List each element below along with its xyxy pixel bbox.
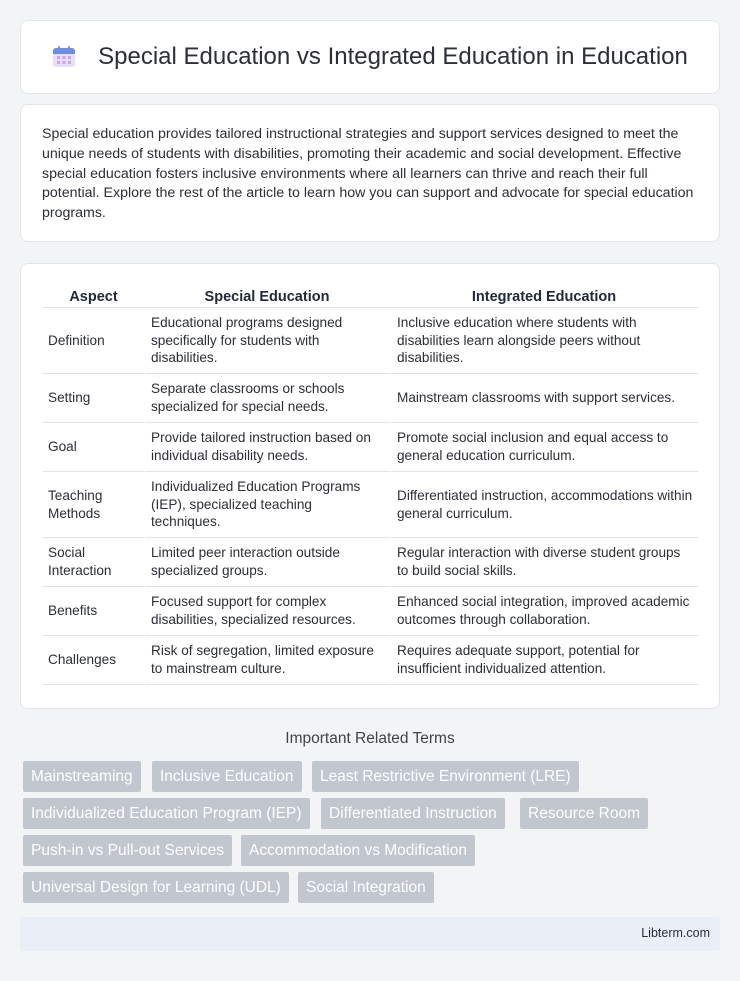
related-term-tag[interactable]: Accommodation vs Modification [241,835,475,866]
special-education-cell: Separate classrooms or schools specialized for special needs. [144,374,390,423]
related-term-tag[interactable]: Individualized Education Program (IEP) [23,798,310,829]
special-education-cell: Focused support for complex disabilities, specialized resources. [144,587,390,636]
aspect-cell: Benefits [43,587,144,636]
related-term-tag[interactable]: Universal Design for Learning (UDL) [23,872,289,903]
related-term-tag[interactable]: Least Restrictive Environment (LRE) [312,761,579,792]
footer [20,917,720,951]
table-row [43,538,698,587]
special-education-cell: Educational programs designed specifically for students with disabilities. [144,308,390,374]
related-term-tag[interactable]: Social Integration [298,872,434,903]
intro-text: Special education provides tailored instructional strategies and support services designed to meet the unique needs of students with disabilities, promoting their academic and social development. Effective special education fosters inclusive environments where all learners can thrive and reach their full potential. Explore the rest of the article to learn how you can support and advocate for special education programs. [42,126,694,222]
table-row [43,587,698,636]
intro-card [20,104,720,242]
integrated-education-cell: Differentiated instruction, accommodations within general curriculum. [390,472,698,538]
special-education-cell: Risk of segregation, limited exposure to mainstream culture. [144,636,390,685]
special-education-cell: Limited peer interaction outside specialized groups. [144,538,390,587]
aspect-cell: Setting [43,374,144,423]
header-card [20,20,720,94]
column-header: Integrated Education [390,286,698,308]
comparison-table [43,286,698,685]
integrated-education-cell: Promote social inclusion and equal access to general education curriculum. [390,423,698,472]
footer-site-link[interactable]: Libterm.com [641,926,710,940]
column-header: Aspect [43,286,144,308]
related-term-tag[interactable]: Mainstreaming [23,761,141,792]
table-row [43,636,698,685]
related-term-tag[interactable]: Inclusive Education [152,761,302,792]
table-row [43,423,698,472]
related-terms-title: Important Related Terms [285,730,455,747]
table-header-row [43,286,698,308]
aspect-cell: Definition [43,308,144,374]
related-term-tag[interactable]: Resource Room [520,798,648,829]
comparison-table-card [20,263,720,709]
table-row [43,374,698,423]
column-header: Special Education [144,286,390,308]
special-education-cell: Individualized Education Programs (IEP), specialized teaching techniques. [144,472,390,538]
integrated-education-cell: Regular interaction with diverse student groups to build social skills. [390,538,698,587]
special-education-cell: Provide tailored instruction based on individual disability needs. [144,423,390,472]
aspect-cell: Goal [43,423,144,472]
table-row [43,472,698,538]
page-title: Special Education vs Integrated Education in Education [98,43,688,70]
integrated-education-cell: Inclusive education where students with disabilities learn alongside peers without disabilities. [390,308,698,374]
integrated-education-cell: Mainstream classrooms with support services. [390,374,698,423]
calendar-icon [52,45,76,69]
aspect-cell: Challenges [43,636,144,685]
table-row [43,308,698,374]
aspect-cell: Social Interaction [43,538,144,587]
related-term-tag[interactable]: Differentiated Instruction [321,798,505,829]
related-term-tag[interactable]: Push-in vs Pull-out Services [23,835,232,866]
integrated-education-cell: Enhanced social integration, improved academic outcomes through collaboration. [390,587,698,636]
aspect-cell: Teaching Methods [43,472,144,538]
integrated-education-cell: Requires adequate support, potential for insufficient individualized attention. [390,636,698,685]
